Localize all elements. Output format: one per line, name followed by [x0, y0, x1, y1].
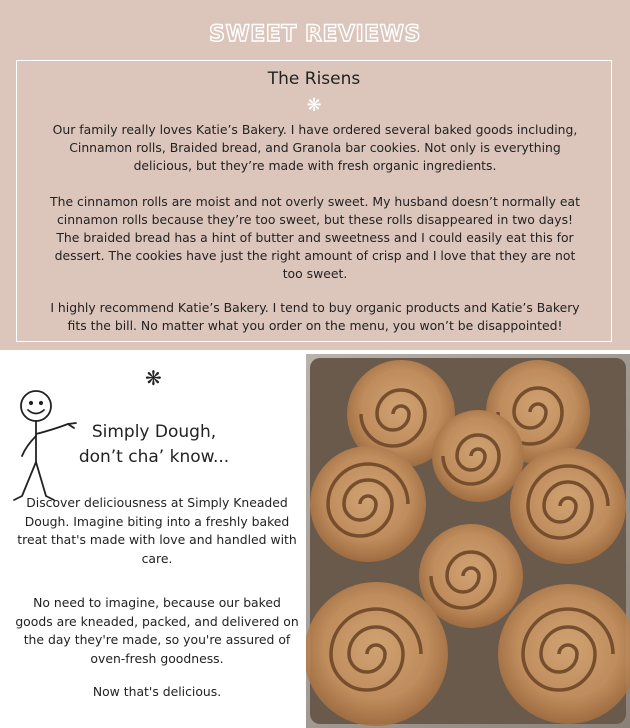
review-section [0, 0, 630, 350]
promo-paragraph: Discover deliciousness at Simply Kneaded Dough. Imagine biting into a freshly baked treat that's made with love and handled with care. [17, 495, 297, 566]
review-title: The Risens [267, 69, 361, 89]
promo-paragraph: Now that's delicious. [92, 684, 222, 699]
promo-headline [68, 420, 240, 470]
asterisk-flower-icon: ❋ [145, 366, 162, 390]
review-paragraph: I highly recommend Katie’s Bakery. I tend to buy organic products and Katie’s Bakery fits the bill. No matter what you order on the menu, you won’t be disappointed! [50, 300, 580, 333]
review-paragraph: Our family really loves Katie’s Bakery. I have ordered several baked goods including, Cinnamon rolls, Braided bread, and Granola bar cookies. Not only is everything delicious, but they’re made with fresh organic ingredients. [52, 122, 578, 173]
cinnamon-rolls-photo [306, 354, 630, 728]
promo-headline-line-1: Simply Dough, [91, 422, 217, 442]
review-card [16, 60, 612, 342]
banner-title: SWEET REVIEWS [209, 22, 421, 47]
promo-paragraph: No need to imagine, because our baked goods are kneaded, packed, and delivered on the day they're made, so you're assured of oven-fresh goodness. [15, 595, 299, 666]
review-paragraph: The cinnamon rolls are moist and not overly sweet. My husband doesn’t normally eat cinnamon rolls because they’re too sweet, but these rolls disappeared in two days! The braided bread has a hint of butter and sweetness and I could easily eat this for dessert. The cookies have just the right amount of crisp and I love that they are not too sweet. [50, 194, 580, 281]
promo-headline-line-2: don’t cha’ know... [78, 447, 230, 467]
asterisk-flower-icon: ❋ [306, 95, 322, 116]
